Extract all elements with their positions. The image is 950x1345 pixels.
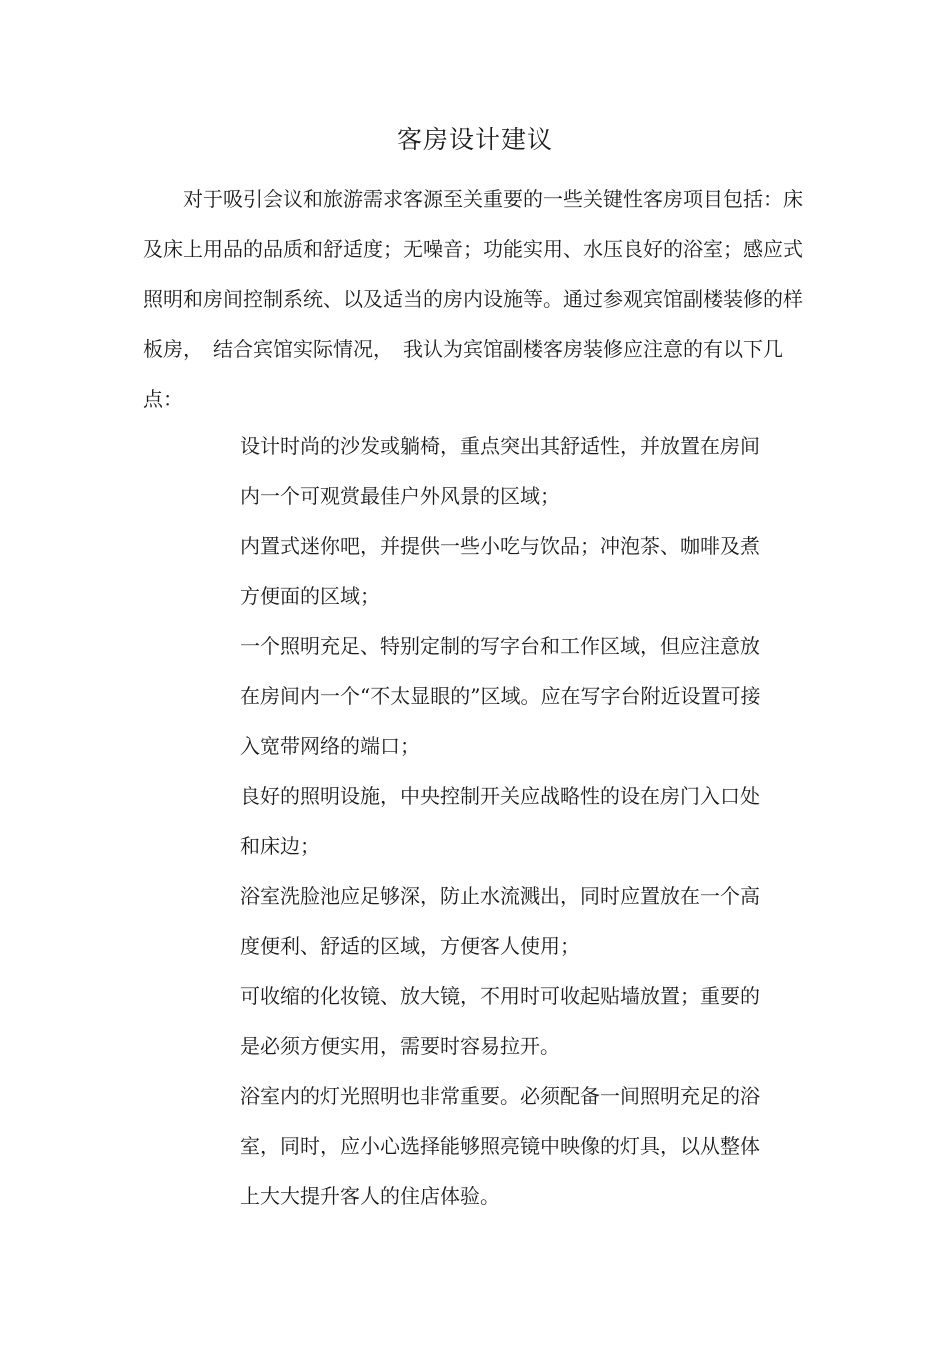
suggestion-item: 内置式迷你吧，并提供一些小吃与饮品；冲泡茶、咖啡及煮方便面的区域； — [240, 534, 760, 608]
suggestion-item: 一个照明充足、特别定制的写字台和工作区域，但应注意放在房间内一个“不太显眼的”区域。应在写字台附近设置可接入宽带网络的端口； — [240, 634, 761, 758]
document-title: 客房设计建议 — [396, 125, 553, 154]
suggestion-item: 浴室内的灯光照明也非常重要。必须配备一间照明充足的浴室，同时，应小心选择能够照亮镜中映像的灯具，以从整体上大大提升客人的住店体验。 — [240, 1084, 760, 1208]
suggestion-item: 设计时尚的沙发或躺椅，重点突出其舒适性，并放置在房间内一个可观赏最佳户外风景的区域； — [240, 434, 760, 508]
suggestion-list — [240, 421, 770, 1221]
suggestion-item: 可收缩的化妆镜、放大镜，不用时可收起贴墙放置；重要的是必须方便实用，需要时容易拉开。 — [240, 984, 760, 1058]
suggestion-item: 浴室洗脸池应足够深，防止水流溅出，同时应置放在一个高度便利、舒适的区域，方便客人使用； — [240, 884, 760, 958]
intro-paragraph: 对于吸引会议和旅游需求客源至关重要的一些关键性客房项目包括：床及床上用品的品质和舒适度；无噪音；功能实用、水压良好的浴室；感应式照明和房间控制系统、以及适当的房内设施等。通过参观宾馆副楼装修的样板房， 结合宾馆实际情况， 我认为宾馆副楼客房装修应注意的有以下几点： — [143, 187, 803, 411]
suggestion-item: 良好的照明设施，中央控制开关应战略性的设在房门入口处和床边； — [240, 784, 760, 858]
